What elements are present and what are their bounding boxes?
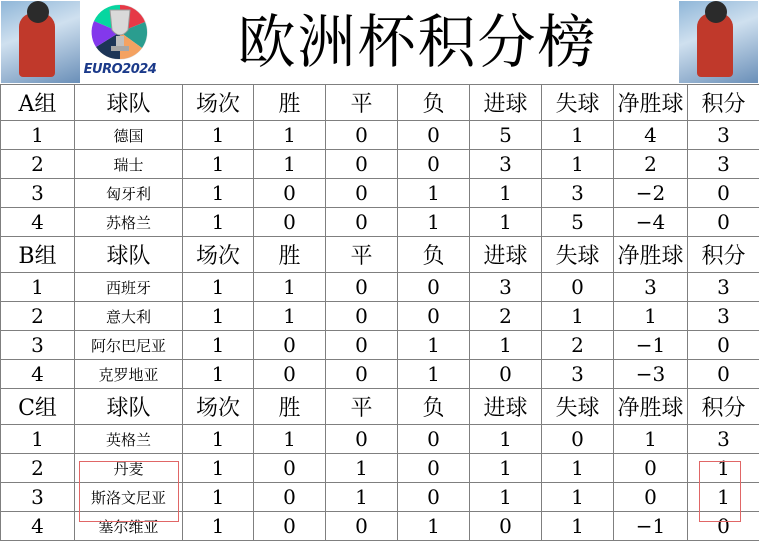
group-label: A组	[1, 85, 75, 121]
column-header: 积分	[688, 389, 759, 425]
rank-cell: 1	[1, 273, 75, 302]
column-header: 失球	[542, 389, 614, 425]
goal-diff-cell: 4	[614, 121, 688, 150]
column-header: 胜	[254, 237, 326, 273]
goals-for-cell: 1	[470, 208, 542, 237]
trophy-icon	[82, 0, 158, 62]
column-header: 场次	[183, 237, 254, 273]
column-header: 净胜球	[614, 85, 688, 121]
column-header: 负	[398, 85, 470, 121]
group-header-row	[1, 85, 759, 121]
played-cell: 1	[183, 150, 254, 179]
table-row	[1, 121, 759, 150]
team-cell: 瑞士	[75, 150, 183, 179]
column-header: 失球	[542, 237, 614, 273]
won-cell: 1	[254, 121, 326, 150]
points-cell: 0	[688, 179, 759, 208]
goals-against-cell: 1	[542, 302, 614, 331]
team-cell: 意大利	[75, 302, 183, 331]
player-head-icon	[705, 1, 727, 23]
team-cell: 英格兰	[75, 425, 183, 454]
table-row	[1, 179, 759, 208]
goals-for-cell: 0	[470, 360, 542, 389]
won-cell: 1	[254, 150, 326, 179]
goals-against-cell: 3	[542, 179, 614, 208]
team-cell: 阿尔巴尼亚	[75, 331, 183, 360]
goals-for-cell: 1	[470, 425, 542, 454]
goal-diff-cell: −2	[614, 179, 688, 208]
rank-cell: 2	[1, 302, 75, 331]
standings-table	[0, 84, 759, 541]
lost-cell: 0	[398, 454, 470, 483]
points-cell: 0	[688, 331, 759, 360]
drawn-cell: 0	[326, 273, 398, 302]
played-cell: 1	[183, 179, 254, 208]
lost-cell: 1	[398, 512, 470, 541]
played-cell: 1	[183, 302, 254, 331]
table-row	[1, 512, 759, 541]
drawn-cell: 0	[326, 179, 398, 208]
page-title: 欧洲杯积分榜	[237, 8, 598, 76]
column-header: 积分	[688, 237, 759, 273]
goal-diff-cell: −1	[614, 331, 688, 360]
column-header: 场次	[183, 389, 254, 425]
won-cell: 1	[254, 302, 326, 331]
rank-cell: 4	[1, 360, 75, 389]
rank-cell: 3	[1, 179, 75, 208]
column-header: 球队	[75, 237, 183, 273]
column-header: 进球	[470, 85, 542, 121]
column-header: 平	[326, 237, 398, 273]
drawn-cell: 0	[326, 121, 398, 150]
goal-diff-cell: −3	[614, 360, 688, 389]
goal-diff-cell: −4	[614, 208, 688, 237]
column-header: 球队	[75, 85, 183, 121]
lost-cell: 0	[398, 150, 470, 179]
table-row	[1, 150, 759, 179]
player-thumbnail-left	[1, 1, 80, 83]
goals-for-cell: 1	[470, 454, 542, 483]
team-cell: 丹麦	[75, 454, 183, 483]
goal-diff-cell: 0	[614, 454, 688, 483]
lost-cell: 1	[398, 179, 470, 208]
won-cell: 0	[254, 179, 326, 208]
drawn-cell: 0	[326, 425, 398, 454]
won-cell: 0	[254, 360, 326, 389]
goals-for-cell: 1	[470, 331, 542, 360]
goals-against-cell: 1	[542, 483, 614, 512]
lost-cell: 1	[398, 208, 470, 237]
goals-against-cell: 2	[542, 331, 614, 360]
lost-cell: 1	[398, 331, 470, 360]
table-row	[1, 331, 759, 360]
rank-cell: 3	[1, 483, 75, 512]
drawn-cell: 0	[326, 208, 398, 237]
points-cell: 3	[688, 425, 759, 454]
team-cell: 西班牙	[75, 273, 183, 302]
won-cell: 1	[254, 273, 326, 302]
rank-cell: 2	[1, 454, 75, 483]
drawn-cell: 0	[326, 150, 398, 179]
won-cell: 1	[254, 425, 326, 454]
points-cell: 3	[688, 273, 759, 302]
table-row	[1, 360, 759, 389]
played-cell: 1	[183, 121, 254, 150]
group-label: C组	[1, 389, 75, 425]
column-header: 失球	[542, 85, 614, 121]
column-header: 进球	[470, 237, 542, 273]
goals-against-cell: 3	[542, 360, 614, 389]
rank-cell: 4	[1, 208, 75, 237]
goals-against-cell: 1	[542, 121, 614, 150]
rank-cell: 1	[1, 425, 75, 454]
column-header: 场次	[183, 85, 254, 121]
goal-diff-cell: 3	[614, 273, 688, 302]
goals-for-cell: 3	[470, 150, 542, 179]
played-cell: 1	[183, 331, 254, 360]
goals-for-cell: 1	[470, 179, 542, 208]
team-cell: 斯洛文尼亚	[75, 483, 183, 512]
lost-cell: 0	[398, 121, 470, 150]
goals-against-cell: 0	[542, 425, 614, 454]
table-row	[1, 454, 759, 483]
table-row	[1, 425, 759, 454]
drawn-cell: 0	[326, 302, 398, 331]
played-cell: 1	[183, 512, 254, 541]
drawn-cell: 0	[326, 512, 398, 541]
points-cell: 3	[688, 302, 759, 331]
goals-against-cell: 1	[542, 512, 614, 541]
goals-for-cell: 3	[470, 273, 542, 302]
team-cell: 德国	[75, 121, 183, 150]
page-header	[0, 0, 759, 84]
goals-against-cell: 1	[542, 454, 614, 483]
played-cell: 1	[183, 208, 254, 237]
points-cell: 1	[688, 483, 759, 512]
drawn-cell: 1	[326, 483, 398, 512]
played-cell: 1	[183, 273, 254, 302]
points-cell: 3	[688, 150, 759, 179]
group-header-row	[1, 237, 759, 273]
group-label: B组	[1, 237, 75, 273]
goal-diff-cell: −1	[614, 512, 688, 541]
played-cell: 1	[183, 483, 254, 512]
group-header-row	[1, 389, 759, 425]
player-head-icon	[27, 1, 49, 23]
team-cell: 匈牙利	[75, 179, 183, 208]
goal-diff-cell: 1	[614, 302, 688, 331]
table-row	[1, 302, 759, 331]
points-cell: 0	[688, 360, 759, 389]
drawn-cell: 1	[326, 454, 398, 483]
logo-text: EURO2024	[83, 62, 157, 77]
lost-cell: 1	[398, 360, 470, 389]
lost-cell: 0	[398, 302, 470, 331]
rank-cell: 2	[1, 150, 75, 179]
won-cell: 0	[254, 208, 326, 237]
rank-cell: 3	[1, 331, 75, 360]
drawn-cell: 0	[326, 331, 398, 360]
won-cell: 0	[254, 331, 326, 360]
played-cell: 1	[183, 425, 254, 454]
team-cell: 塞尔维亚	[75, 512, 183, 541]
points-cell: 1	[688, 454, 759, 483]
column-header: 平	[326, 85, 398, 121]
team-cell: 克罗地亚	[75, 360, 183, 389]
goals-for-cell: 1	[470, 483, 542, 512]
euro2024-logo	[82, 0, 158, 84]
standings-body	[1, 85, 759, 541]
column-header: 负	[398, 389, 470, 425]
won-cell: 0	[254, 512, 326, 541]
column-header: 球队	[75, 389, 183, 425]
team-cell: 苏格兰	[75, 208, 183, 237]
rank-cell: 1	[1, 121, 75, 150]
goal-diff-cell: 0	[614, 483, 688, 512]
column-header: 胜	[254, 85, 326, 121]
goals-against-cell: 0	[542, 273, 614, 302]
table-row	[1, 273, 759, 302]
goals-against-cell: 1	[542, 150, 614, 179]
lost-cell: 0	[398, 273, 470, 302]
lost-cell: 0	[398, 425, 470, 454]
points-cell: 0	[688, 512, 759, 541]
played-cell: 1	[183, 454, 254, 483]
goals-against-cell: 5	[542, 208, 614, 237]
goal-diff-cell: 2	[614, 150, 688, 179]
column-header: 负	[398, 237, 470, 273]
column-header: 胜	[254, 389, 326, 425]
played-cell: 1	[183, 360, 254, 389]
goal-diff-cell: 1	[614, 425, 688, 454]
goals-for-cell: 0	[470, 512, 542, 541]
goals-for-cell: 2	[470, 302, 542, 331]
goals-for-cell: 5	[470, 121, 542, 150]
points-cell: 3	[688, 121, 759, 150]
column-header: 净胜球	[614, 237, 688, 273]
player-thumbnail-right	[679, 1, 758, 83]
won-cell: 0	[254, 454, 326, 483]
rank-cell: 4	[1, 512, 75, 541]
table-row	[1, 208, 759, 237]
drawn-cell: 0	[326, 360, 398, 389]
column-header: 积分	[688, 85, 759, 121]
points-cell: 0	[688, 208, 759, 237]
column-header: 进球	[470, 389, 542, 425]
lost-cell: 0	[398, 483, 470, 512]
column-header: 净胜球	[614, 389, 688, 425]
won-cell: 0	[254, 483, 326, 512]
column-header: 平	[326, 389, 398, 425]
table-row	[1, 483, 759, 512]
